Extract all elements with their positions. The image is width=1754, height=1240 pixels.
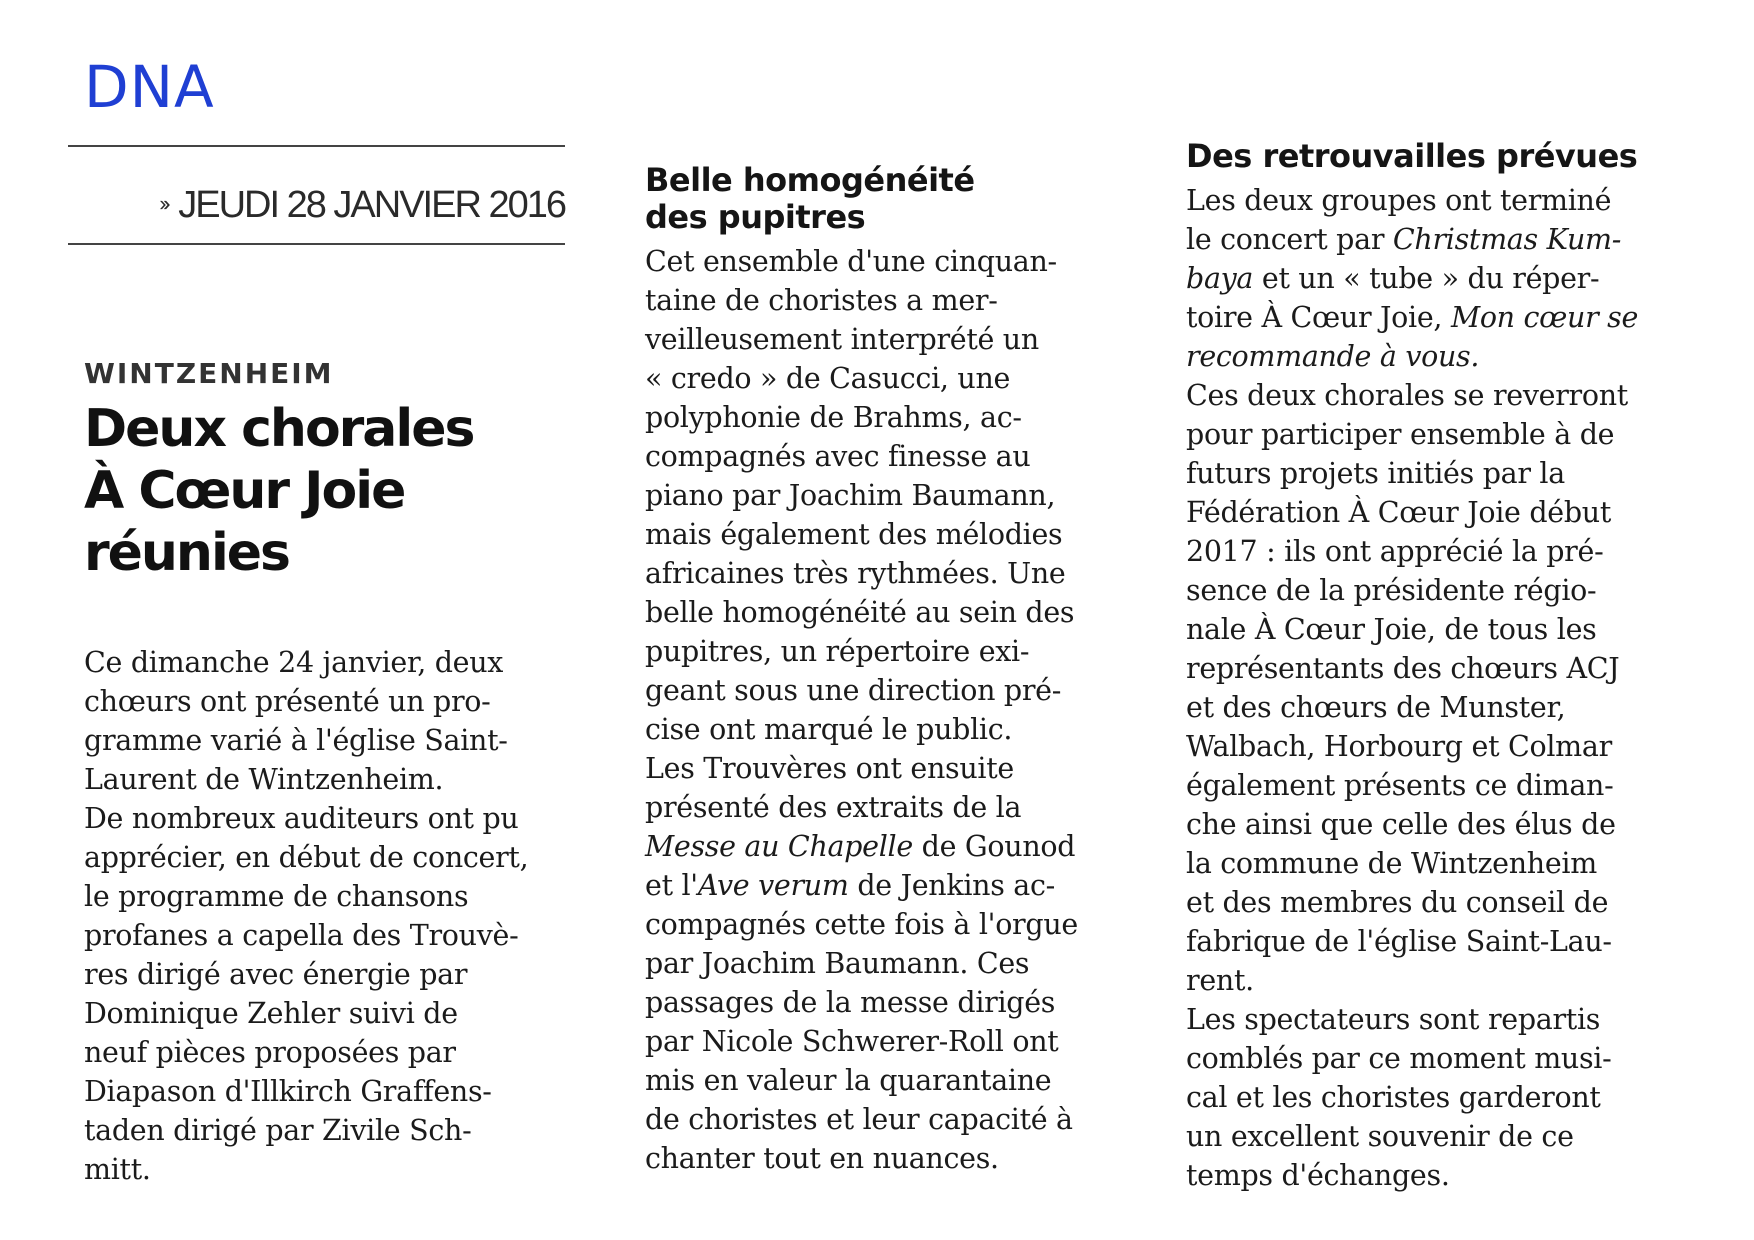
body-line: fabrique de l'église Saint-Lau- bbox=[1186, 925, 1612, 958]
body-text: et un « tube » du réper- bbox=[1253, 262, 1600, 295]
body-line: taine de choristes a mer- bbox=[645, 284, 998, 317]
work-title: Mon cœur se bbox=[1450, 301, 1639, 334]
body-line: Les deux groupes ont terminé bbox=[1186, 184, 1612, 217]
body-line bbox=[1186, 298, 1696, 337]
body-text: et l' bbox=[645, 869, 698, 902]
body-line: Dominique Zehler suivi de bbox=[84, 997, 458, 1030]
body-line: mitt. bbox=[84, 1153, 151, 1186]
work-title: baya bbox=[1186, 262, 1254, 295]
body-line: « credo » de Casucci, une bbox=[645, 362, 1011, 395]
article-column-1 bbox=[84, 643, 584, 1189]
work-title: Messe au Chapelle bbox=[645, 830, 913, 863]
body-line: pour participer ensemble à de bbox=[1186, 418, 1615, 451]
body-line: compagnés avec finesse au bbox=[645, 440, 1031, 473]
body-line: le programme de chansons bbox=[84, 880, 469, 913]
body-line: piano par Joachim Baumann, bbox=[645, 479, 1056, 512]
body-line: et des chœurs de Munster, bbox=[1186, 691, 1566, 724]
body-line: Diapason d'Illkirch Graffens- bbox=[84, 1075, 492, 1108]
dateline bbox=[160, 185, 565, 225]
dateline-top-rule bbox=[68, 145, 565, 147]
body-line: Cet ensemble d'une cinquan- bbox=[645, 245, 1057, 278]
body-line: Fédération À Cœur Joie début bbox=[1186, 496, 1612, 529]
work-title: Ave verum bbox=[697, 869, 849, 902]
body-line: futurs projets initiés par la bbox=[1186, 457, 1565, 490]
section-subhead bbox=[645, 162, 1165, 236]
body-line: comblés par ce moment musi- bbox=[1186, 1042, 1612, 1075]
body-line: 2017 : ils ont apprécié la pré- bbox=[1186, 535, 1604, 568]
body-text: toire À Cœur Joie, bbox=[1186, 301, 1451, 334]
body-line: la commune de Wintzenheim bbox=[1186, 847, 1597, 880]
headline-line: À Cœur Joie bbox=[84, 461, 405, 521]
body-line: chœurs ont présenté un pro- bbox=[84, 685, 491, 718]
body-line: de choristes et leur capacité à bbox=[645, 1103, 1073, 1136]
body-line: et des membres du conseil de bbox=[1186, 886, 1609, 919]
body-line: apprécier, en début de concert, bbox=[84, 841, 529, 874]
body-line: geant sous une direction pré- bbox=[645, 674, 1062, 707]
body-text: le concert par bbox=[1186, 223, 1393, 256]
body-line: taden dirigé par Zivile Sch- bbox=[84, 1114, 472, 1147]
body-line: cise ont marqué le public. bbox=[645, 713, 1013, 746]
subhead-line: des pupitres bbox=[645, 198, 866, 236]
body-line: temps d'échanges. bbox=[1186, 1159, 1450, 1192]
body-line: représentants des chœurs ACJ bbox=[1186, 652, 1620, 685]
article-column-3 bbox=[1186, 138, 1696, 1195]
body-line bbox=[1186, 337, 1696, 376]
body-line: belle homogénéité au sein des bbox=[645, 596, 1075, 629]
body-line bbox=[1186, 220, 1696, 259]
body-line: che ainsi que celle des élus de bbox=[1186, 808, 1616, 841]
body-line: Ces deux chorales se reverront bbox=[1186, 379, 1628, 412]
body-line: rent. bbox=[1186, 964, 1254, 997]
article-headline bbox=[84, 398, 584, 584]
body-line: africaines très rythmées. Une bbox=[645, 557, 1066, 590]
body-line: Les Trouvères ont ensuite bbox=[645, 752, 1014, 785]
body-line: mis en valeur la quarantaine bbox=[645, 1064, 1052, 1097]
body-line bbox=[645, 827, 1165, 866]
dateline-bottom-rule bbox=[68, 243, 565, 245]
article-kicker: WINTZENHEIM bbox=[84, 357, 334, 390]
body-line: passages de la messe dirigés bbox=[645, 986, 1056, 1019]
body-text: de Jenkins ac- bbox=[848, 869, 1055, 902]
body-line: chanter tout en nuances. bbox=[645, 1142, 999, 1175]
body-line: par Joachim Baumann. Ces bbox=[645, 947, 1030, 980]
body-line: Les spectateurs sont repartis bbox=[1186, 1003, 1601, 1036]
body-text: de Gounod bbox=[912, 830, 1076, 863]
body-line: neuf pièces proposées par bbox=[84, 1036, 456, 1069]
headline-line: réunies bbox=[84, 523, 289, 583]
body-line: Ce dimanche 24 janvier, deux bbox=[84, 646, 504, 679]
body-line: Walbach, Horbourg et Colmar bbox=[1186, 730, 1612, 763]
double-chevron-right-icon bbox=[160, 191, 170, 219]
body-line: profanes a capella des Trouvè- bbox=[84, 919, 519, 952]
body-line bbox=[645, 866, 1165, 905]
body-line: présenté des extraits de la bbox=[645, 791, 1022, 824]
body-line: compagnés cette fois à l'orgue bbox=[645, 908, 1078, 941]
body-line: mais également des mélodies bbox=[645, 518, 1063, 551]
body-line: nale À Cœur Joie, de tous les bbox=[1186, 613, 1597, 646]
body-line: pupitres, un répertoire exi- bbox=[645, 635, 1030, 668]
work-title: recommande à vous. bbox=[1186, 340, 1480, 373]
body-line: gramme varié à l'église Saint- bbox=[84, 724, 508, 757]
publication-date: JEUDI 28 JANVIER 2016 bbox=[178, 183, 565, 226]
body-line: cal et les choristes garderont bbox=[1186, 1081, 1601, 1114]
body-line: par Nicole Schwerer-Roll ont bbox=[645, 1025, 1059, 1058]
body-line: res dirigé avec énergie par bbox=[84, 958, 468, 991]
body-line: également présents ce diman- bbox=[1186, 769, 1614, 802]
body-line: un excellent souvenir de ce bbox=[1186, 1120, 1574, 1153]
newspaper-logo: DNA bbox=[84, 53, 215, 121]
section-subhead: Des retrouvailles prévues bbox=[1186, 137, 1638, 175]
article-column-2 bbox=[645, 162, 1165, 1178]
headline-line: Deux chorales bbox=[84, 399, 474, 459]
body-line: Laurent de Wintzenheim. bbox=[84, 763, 444, 796]
subhead-line: Belle homogénéité bbox=[645, 161, 975, 199]
body-line: De nombreux auditeurs ont pu bbox=[84, 802, 519, 835]
body-line: veilleusement interprété un bbox=[645, 323, 1039, 356]
work-title: Christmas Kum- bbox=[1392, 223, 1622, 256]
body-line: polyphonie de Brahms, ac- bbox=[645, 401, 1022, 434]
body-line bbox=[1186, 259, 1696, 298]
body-line: sence de la présidente régio- bbox=[1186, 574, 1597, 607]
